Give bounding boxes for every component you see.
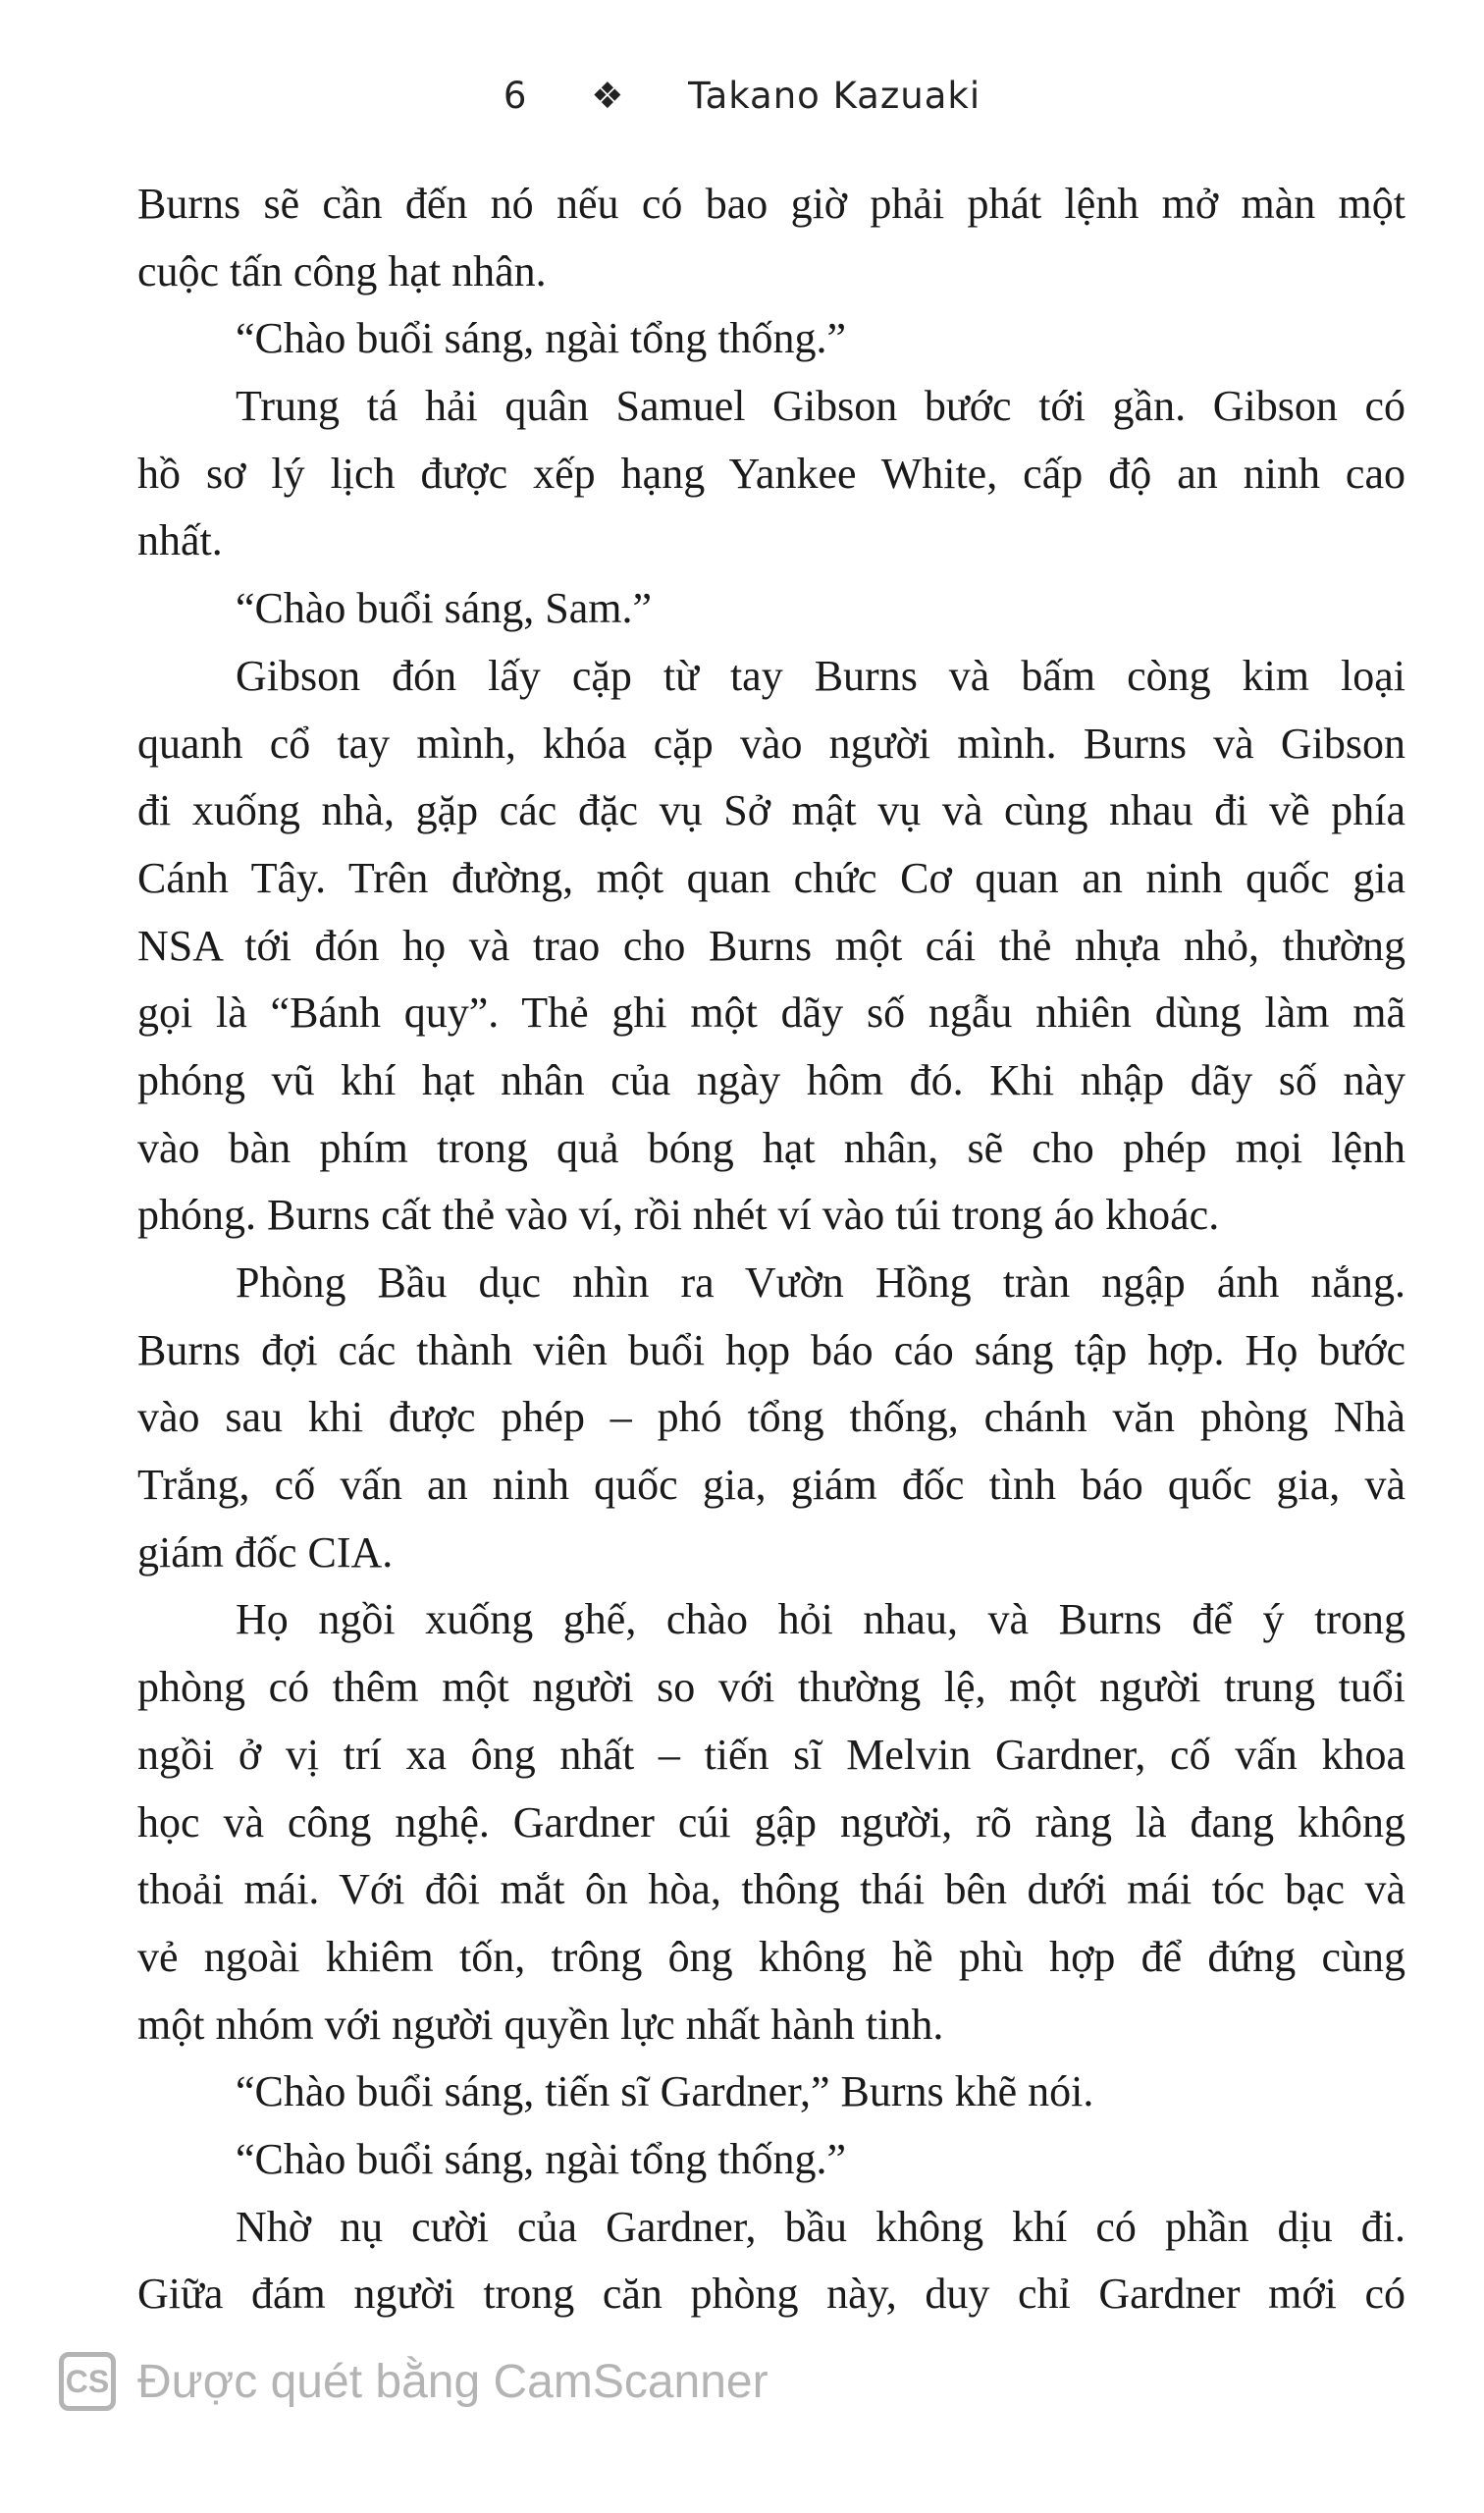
text-line: Burns đợi các thành viên buổi họp báo cáo sáng tập hợp. Họ bước: [137, 1325, 1405, 1374]
text-line: Trắng, cố vấn an ninh quốc gia, giám đốc tình báo quốc gia, và: [137, 1461, 1405, 1510]
ornament-icon: ❖: [591, 75, 625, 117]
text-line: phóng. Burns cất thẻ vào ví, rồi nhét ví vào túi trong áo khoác.: [137, 1191, 1220, 1240]
text-line: Trung tá hải quân Samuel Gibson bước tới gần. Gibson có: [236, 382, 1405, 431]
text-line: hồ sơ lý lịch được xếp hạng Yankee White, cấp độ an ninh cao: [137, 449, 1405, 498]
paragraph: [137, 171, 1405, 305]
text-line: học và công nghệ. Gardner cúi gập người, rõ ràng là đang không: [137, 1797, 1405, 1846]
paragraph: [137, 2059, 1405, 2126]
text-line: phóng vũ khí hạt nhân của ngày hôm đó. Khi nhập dãy số này: [137, 1055, 1405, 1104]
paragraph: [137, 2126, 1405, 2194]
text-line: Giữa đám người trong căn phòng này, duy chỉ Gardner mới có: [137, 2270, 1405, 2319]
paragraph: [137, 305, 1405, 373]
paragraph: [137, 373, 1405, 575]
text-line: “Chào buổi sáng, tiến sĩ Gardner,” Burns khẽ nói.: [236, 2067, 1094, 2116]
text-line: Burns sẽ cần đến nó nếu có bao giờ phải phát lệnh mở màn một: [137, 180, 1405, 228]
text-line: Họ ngồi xuống ghế, chào hỏi nhau, và Burns để ý trong: [236, 1595, 1405, 1644]
camscanner-watermark: [59, 2352, 768, 2411]
paragraph: [137, 643, 1405, 1250]
text-line: Nhờ nụ cười của Gardner, bầu không khí có phần dịu đi.: [236, 2202, 1405, 2251]
author-name: Takano Kazuaki: [688, 75, 981, 117]
text-line: quanh cổ tay mình, khóa cặp vào người mình. Burns và Gibson: [137, 719, 1405, 768]
text-line: Phòng Bầu dục nhìn ra Vườn Hồng tràn ngập ánh nắng.: [236, 1258, 1405, 1307]
paragraph: [137, 2194, 1405, 2328]
text-line: thoải mái. Với đôi mắt ôn hòa, thông thái bên dưới mái tóc bạc và: [137, 1865, 1405, 1914]
text-line: “Chào buổi sáng, ngài tổng thống.”: [236, 2134, 847, 2183]
text-line: “Chào buổi sáng, ngài tổng thống.”: [236, 314, 847, 363]
text-line: nhất.: [137, 516, 223, 565]
text-line: Cánh Tây. Trên đường, một quan chức Cơ quan an ninh quốc gia: [137, 853, 1405, 902]
text-line: đi xuống nhà, gặp các đặc vụ Sở mật vụ và cùng nhau đi về phía: [137, 786, 1405, 835]
paragraph: [137, 575, 1405, 643]
text-line: một nhóm với người quyền lực nhất hành tinh.: [137, 2000, 944, 2049]
text-line: phòng có thêm một người so với thường lệ, một người trung tuổi: [137, 1663, 1405, 1712]
text-line: Gibson đón lấy cặp từ tay Burns và bấm còng kim loại: [236, 651, 1405, 700]
camscanner-logo-icon: CS: [59, 2352, 116, 2411]
text-line: cuộc tấn công hạt nhân.: [137, 246, 547, 295]
paragraph: [137, 1250, 1405, 1586]
running-header: [0, 75, 1484, 117]
watermark-text: Được quét bằng CamScanner: [137, 2355, 768, 2408]
page-body: [137, 171, 1405, 2328]
paragraph: [137, 1586, 1405, 2059]
text-line: gọi là “Bánh quy”. Thẻ ghi một dãy số ngẫu nhiên dùng làm mã: [137, 989, 1405, 1038]
page-number: 6: [503, 75, 528, 117]
text-line: vào bàn phím trong quả bóng hạt nhân, sẽ cho phép mọi lệnh: [137, 1123, 1405, 1172]
text-line: ngồi ở vị trí xa ông nhất – tiến sĩ Melvin Gardner, cố vấn khoa: [137, 1730, 1405, 1779]
text-line: NSA tới đón họ và trao cho Burns một cái thẻ nhựa nhỏ, thường: [137, 921, 1405, 970]
text-line: “Chào buổi sáng, Sam.”: [236, 584, 653, 633]
text-line: giám đốc CIA.: [137, 1527, 394, 1577]
text-line: vào sau khi được phép – phó tổng thống, chánh văn phòng Nhà: [137, 1393, 1405, 1442]
text-line: vẻ ngoài khiêm tốn, trông ông không hề phù hợp để đứng cùng: [137, 1932, 1405, 1981]
